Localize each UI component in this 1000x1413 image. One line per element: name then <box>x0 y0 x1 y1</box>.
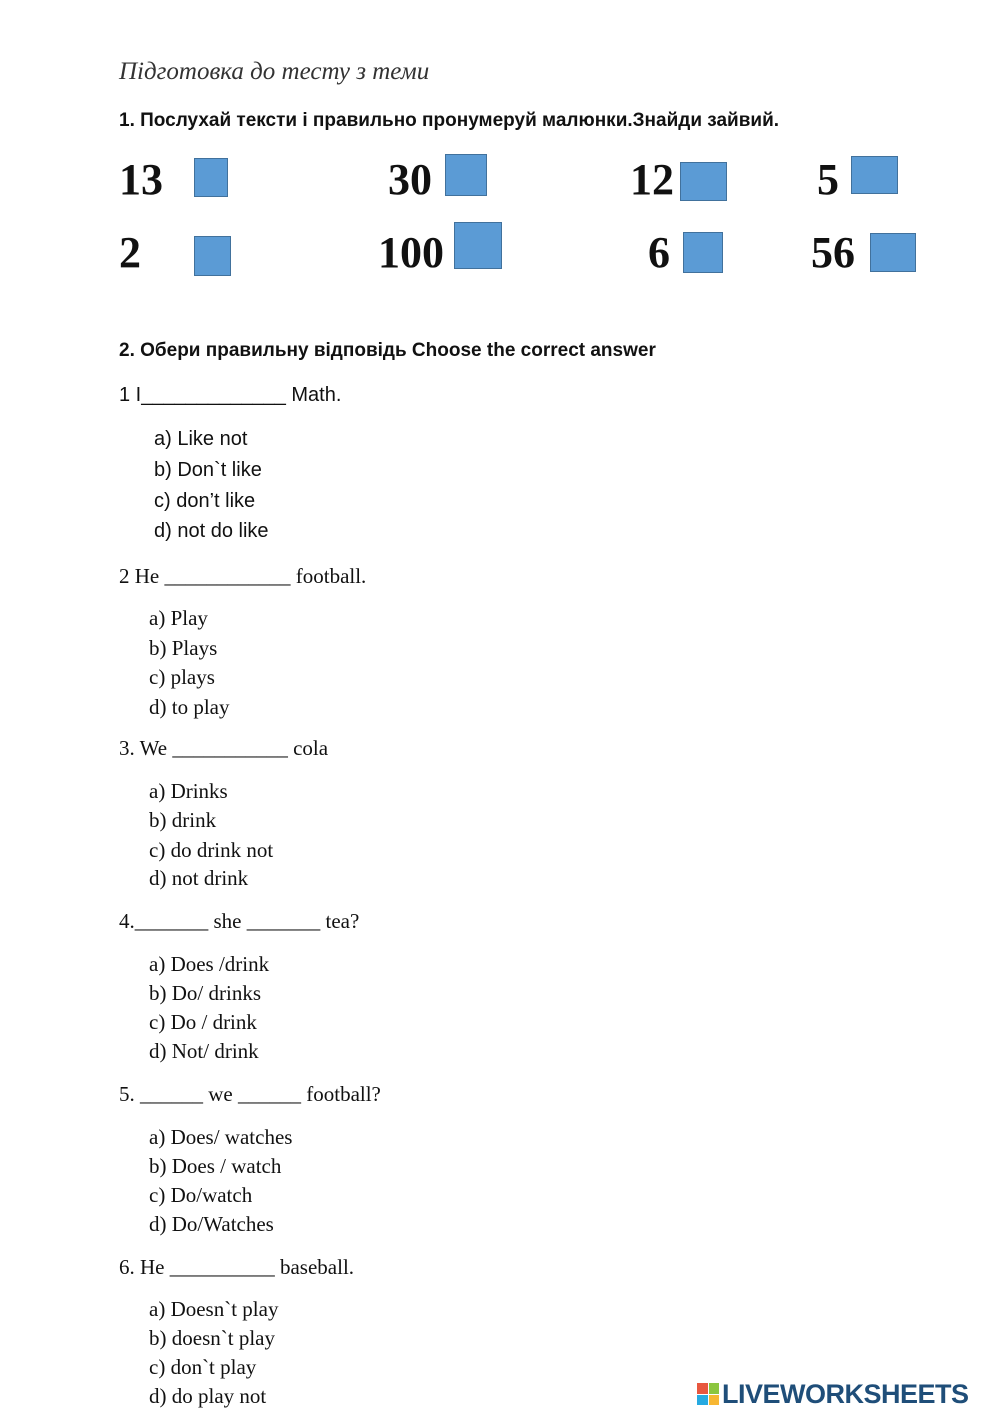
answer-option[interactable]: c) Do/watch <box>149 1183 253 1207</box>
answer-box[interactable] <box>454 222 502 269</box>
answer-option[interactable]: c) don`t play <box>149 1355 257 1379</box>
number-label: 30 <box>388 155 432 204</box>
worksheet-title: Підготовка до тесту з теми <box>119 58 430 85</box>
answer-box[interactable] <box>194 158 228 197</box>
question-text: 3. We ___________ cola <box>119 736 329 760</box>
answer-option[interactable]: b) drink <box>149 808 217 832</box>
answer-option[interactable]: d) to play <box>149 695 230 719</box>
answer-option[interactable]: c) don’t like <box>154 490 256 512</box>
answer-option[interactable]: a) Doesn`t play <box>149 1297 279 1321</box>
answer-option[interactable]: a) Does /drink <box>149 952 270 976</box>
answer-option[interactable]: b) doesn`t play <box>149 1326 275 1350</box>
answer-option[interactable]: b) Does / watch <box>149 1154 282 1178</box>
answer-option[interactable]: b) Do/ drinks <box>149 981 261 1005</box>
answer-option[interactable]: a) Play <box>149 606 208 630</box>
answer-box[interactable] <box>851 156 898 194</box>
liveworksheets-logo <box>697 1378 969 1410</box>
question-text: 6. He __________ baseball. <box>119 1255 355 1279</box>
answer-box[interactable] <box>870 233 916 272</box>
task1-heading: 1. Послухай тексти і правильно пронумеруй малюнки.Знайди зайвий. <box>119 110 780 131</box>
answer-option[interactable]: a) Like not <box>154 428 248 450</box>
number-label: 100 <box>378 228 444 277</box>
answer-box[interactable] <box>445 154 487 196</box>
logo-square <box>697 1383 708 1394</box>
answer-option[interactable]: d) Not/ drink <box>149 1039 259 1063</box>
answer-option[interactable]: d) not do like <box>154 520 269 542</box>
logo-text: LIVEWORKSHEETS <box>722 1378 969 1409</box>
logo-square <box>697 1395 708 1406</box>
number-label: 5 <box>817 155 839 204</box>
answer-box[interactable] <box>194 236 231 276</box>
answer-box[interactable] <box>683 232 723 273</box>
answer-option[interactable]: b) Plays <box>149 636 218 660</box>
answer-option[interactable]: d) Do/Watches <box>149 1212 274 1236</box>
number-label: 6 <box>648 228 670 277</box>
answer-box[interactable] <box>680 162 727 201</box>
answer-option[interactable]: d) do play not <box>149 1384 267 1408</box>
answer-option[interactable]: a) Does/ watches <box>149 1125 293 1149</box>
logo-square <box>709 1395 720 1406</box>
question-text: 2 He ____________ football. <box>119 564 367 588</box>
number-label: 56 <box>811 228 855 277</box>
task2-heading: 2. Обери правильну відповідь Choose the correct answer <box>119 340 656 361</box>
number-label: 12 <box>630 155 674 204</box>
liveworksheets-logo-icon <box>697 1383 719 1405</box>
question-text: 4._______ she _______ tea? <box>119 909 360 933</box>
answer-option[interactable]: a) Drinks <box>149 779 228 803</box>
answer-option[interactable]: c) do drink not <box>149 838 274 862</box>
question-text: 1 I_____________ Math. <box>119 384 342 406</box>
answer-option[interactable]: c) Do / drink <box>149 1010 257 1034</box>
answer-option[interactable]: b) Don`t like <box>154 459 262 481</box>
number-label: 2 <box>119 228 141 277</box>
answer-option[interactable]: c) plays <box>149 665 215 689</box>
logo-square <box>709 1383 720 1394</box>
number-label: 13 <box>119 155 163 204</box>
answer-option[interactable]: d) not drink <box>149 866 249 890</box>
question-text: 5. ______ we ______ football? <box>119 1082 381 1106</box>
